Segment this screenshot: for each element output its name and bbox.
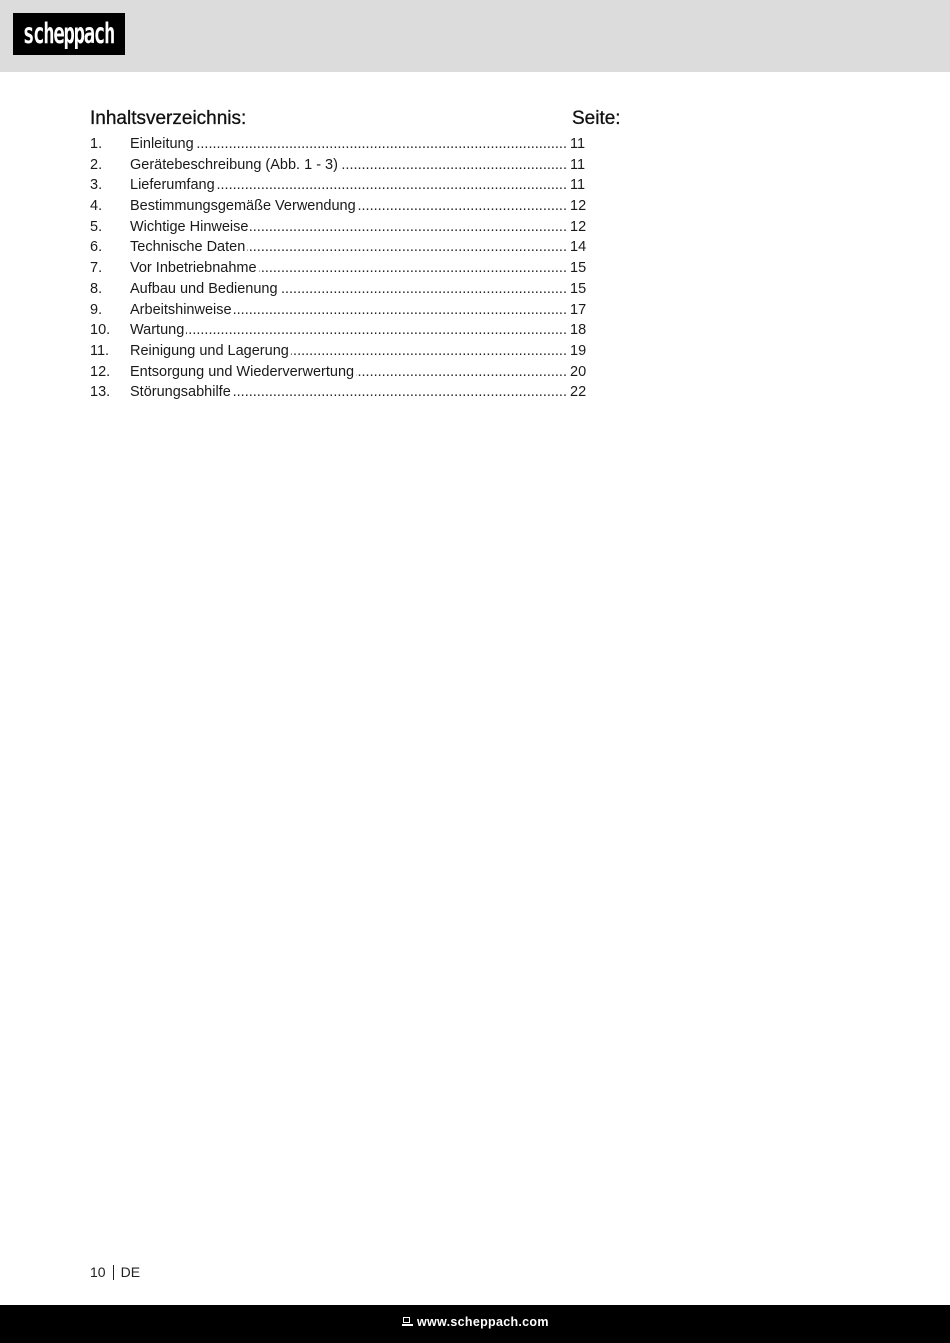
laptop-icon bbox=[402, 1317, 413, 1327]
toc-entry-number: 10. bbox=[90, 322, 111, 339]
toc-entry-page: 11 bbox=[570, 177, 586, 194]
page-number: 10 bbox=[90, 1264, 106, 1280]
toc-entry[interactable] bbox=[90, 155, 590, 176]
toc-leader-dots bbox=[217, 175, 567, 196]
toc-entry-number: 12. bbox=[90, 363, 111, 380]
toc-entry[interactable] bbox=[90, 382, 590, 403]
table-of-contents bbox=[90, 108, 625, 403]
toc-entry[interactable] bbox=[90, 279, 590, 300]
toc-header bbox=[90, 108, 625, 132]
toc-entry-title: Wartung bbox=[130, 322, 185, 339]
toc-leader-dots bbox=[233, 382, 567, 403]
toc-entry[interactable] bbox=[90, 341, 590, 362]
toc-entry-title: Technische Daten bbox=[130, 239, 246, 256]
scheppach-logo bbox=[13, 13, 125, 55]
page-number-footer bbox=[90, 1264, 140, 1280]
toc-entry-number: 9. bbox=[90, 301, 103, 318]
footer-website[interactable] bbox=[402, 1315, 549, 1329]
toc-entry[interactable] bbox=[90, 196, 590, 217]
toc-entry-title: Reinigung und Lagerung bbox=[130, 342, 289, 359]
toc-entry-number: 1. bbox=[90, 136, 103, 152]
toc-entry[interactable] bbox=[90, 320, 590, 341]
toc-leader-dots bbox=[250, 217, 567, 238]
toc-leader-dots bbox=[259, 258, 567, 279]
toc-entry-number: 4. bbox=[90, 198, 103, 215]
toc-leader-dots bbox=[196, 134, 567, 155]
toc-entry-page: 11 bbox=[570, 136, 586, 152]
toc-entry[interactable] bbox=[90, 362, 590, 383]
toc-entry-title: Einleitung bbox=[130, 136, 194, 152]
toc-entry-page: 22 bbox=[570, 384, 587, 401]
toc-entry-title: Entsorgung und Wiederverwertung bbox=[130, 363, 355, 380]
toc-leader-dots bbox=[340, 155, 567, 176]
toc-entry-title: Gerätebeschreibung (Abb. 1 - 3) bbox=[130, 156, 338, 173]
toc-list bbox=[90, 134, 625, 403]
toc-entry-number: 8. bbox=[90, 280, 103, 297]
toc-entry-number: 13. bbox=[90, 384, 111, 401]
toc-leader-dots bbox=[291, 341, 567, 362]
toc-entry-number: 7. bbox=[90, 260, 103, 277]
toc-entry-number: 6. bbox=[90, 239, 103, 256]
toc-entry[interactable] bbox=[90, 175, 590, 196]
toc-entry-page: 15 bbox=[570, 280, 587, 297]
toc-leader-dots bbox=[280, 279, 567, 300]
toc-entry-title: Vor Inbetriebnahme bbox=[130, 260, 257, 277]
toc-entry-page: 12 bbox=[570, 198, 587, 215]
website-url[interactable]: www.scheppach.com bbox=[417, 1315, 549, 1329]
toc-entry-page: 12 bbox=[570, 218, 587, 235]
toc-entry-title: Störungsabhilfe bbox=[130, 384, 231, 401]
language-code: DE bbox=[120, 1264, 141, 1280]
footer-divider bbox=[113, 1265, 114, 1280]
toc-entry-title: Aufbau und Bedienung bbox=[130, 280, 278, 297]
toc-entry-page: 15 bbox=[570, 260, 587, 277]
toc-leader-dots bbox=[356, 362, 567, 383]
toc-entry-page: 17 bbox=[570, 301, 587, 318]
toc-entry-page: 18 bbox=[570, 322, 587, 339]
toc-entry-page: 19 bbox=[570, 342, 587, 359]
toc-entry-page: 11 bbox=[570, 156, 586, 173]
toc-entry-title: Wichtige Hinweise bbox=[130, 218, 249, 235]
toc-entry[interactable] bbox=[90, 134, 590, 155]
toc-entry[interactable] bbox=[90, 258, 590, 279]
toc-leader-dots bbox=[234, 300, 567, 321]
toc-entry[interactable] bbox=[90, 237, 590, 258]
toc-page-heading: Seite: bbox=[572, 108, 621, 129]
toc-entry-number: 11. bbox=[90, 342, 110, 359]
toc-entry-title: Arbeitshinweise bbox=[130, 301, 232, 318]
toc-entry-page: 14 bbox=[570, 239, 587, 256]
logo-text: scheppach bbox=[23, 17, 115, 51]
toc-leader-dots bbox=[247, 237, 567, 258]
header-band bbox=[0, 0, 950, 72]
toc-entry[interactable] bbox=[90, 300, 590, 321]
toc-entry[interactable] bbox=[90, 217, 590, 238]
toc-entry-title: Lieferumfang bbox=[130, 177, 215, 194]
toc-entry-title: Bestimmungsgemäße Verwendung bbox=[130, 198, 356, 215]
toc-entry-number: 3. bbox=[90, 177, 103, 194]
toc-leader-dots bbox=[186, 320, 567, 341]
toc-entry-number: 2. bbox=[90, 156, 103, 173]
toc-leader-dots bbox=[358, 196, 567, 217]
toc-heading: Inhaltsverzeichnis: bbox=[90, 108, 247, 129]
toc-entry-number: 5. bbox=[90, 218, 103, 235]
toc-entry-page: 20 bbox=[570, 363, 587, 380]
